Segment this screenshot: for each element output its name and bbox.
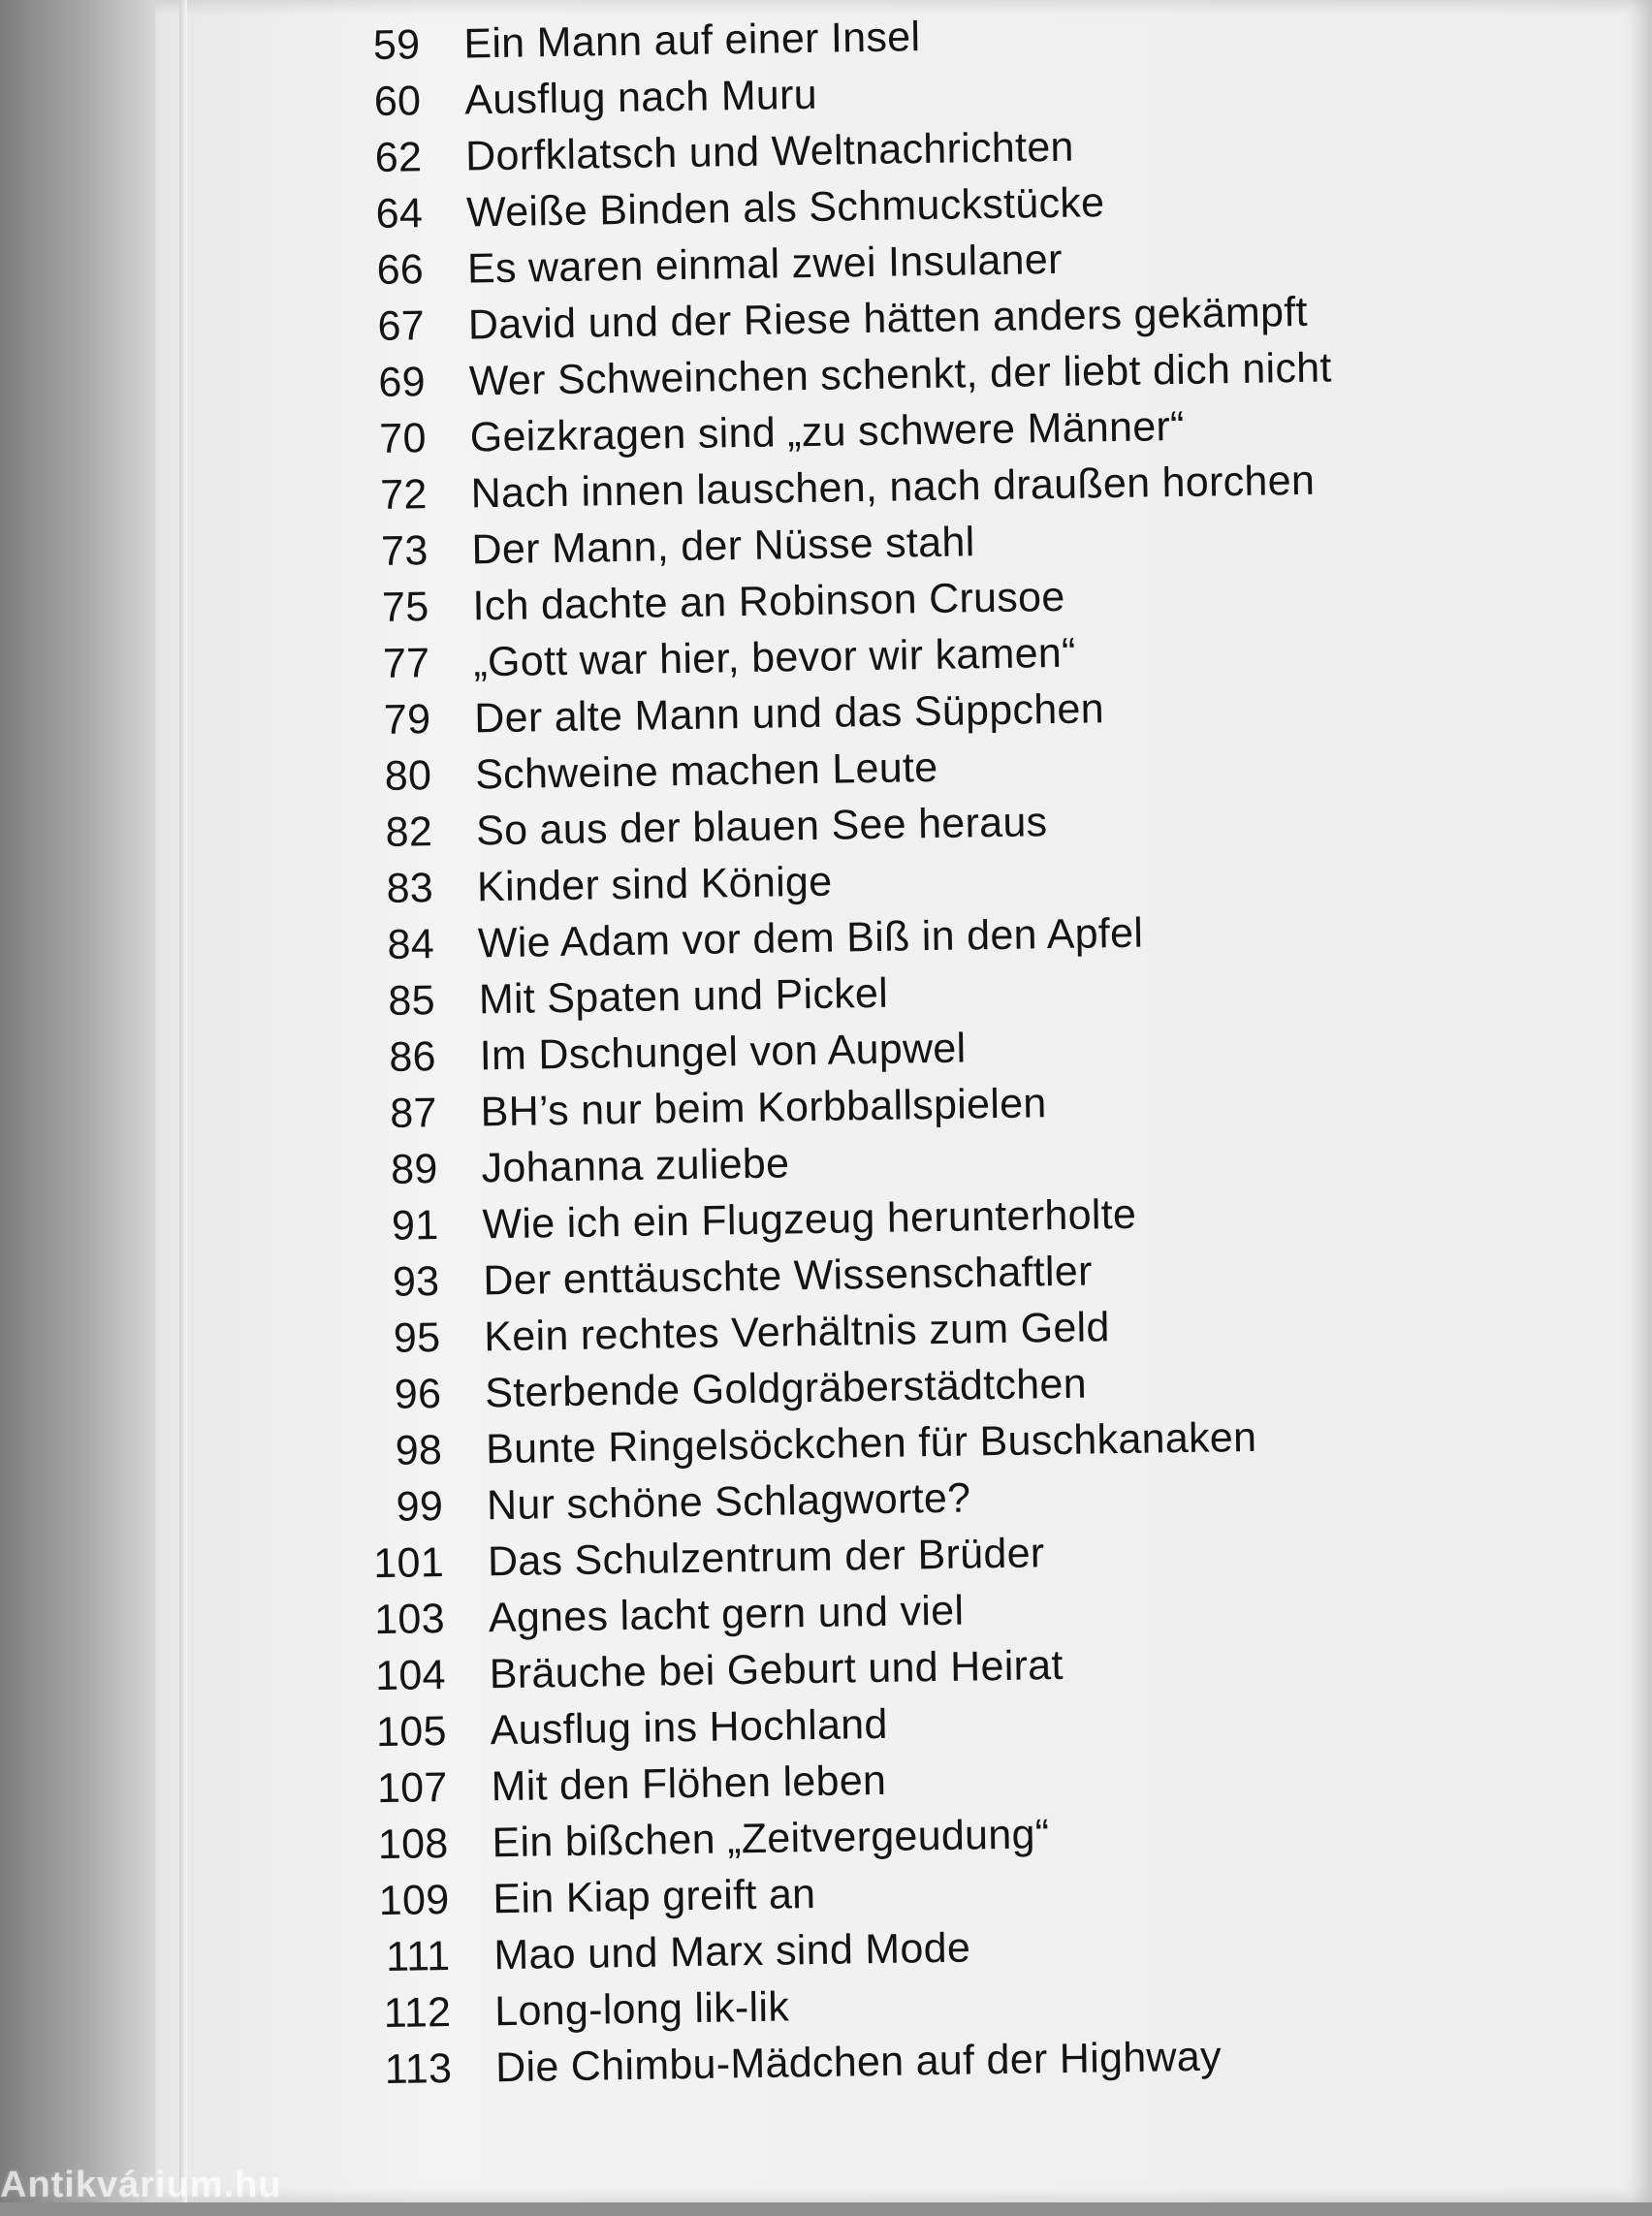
entry-title: Das Schulzentrum der Brüder — [487, 1530, 1045, 1586]
page-number: 86 — [388, 1033, 437, 1081]
page-number: 112 — [383, 1988, 452, 2038]
toc-entry — [320, 123, 1075, 187]
toc-entry — [323, 344, 1333, 412]
entry-title: Im Dschungel von Aupwel — [479, 1025, 967, 1080]
page-number: 111 — [385, 1932, 451, 1980]
entry-title: Es waren einmal zwei Insulaner — [466, 236, 1064, 293]
toc-entry — [338, 1304, 1111, 1368]
page-number: 99 — [396, 1483, 444, 1531]
page-number: 66 — [376, 246, 425, 294]
toc-entry — [328, 629, 1077, 693]
entry-title: Geizkragen sind „zu schwere Männer“ — [469, 402, 1186, 461]
entry-title: Mao und Marx sind Mode — [492, 1924, 971, 1979]
toc-entry — [350, 2033, 1223, 2099]
entry-title: Kein rechtes Verhältnis zum Geld — [483, 1304, 1111, 1361]
entry-title: Bunte Ringelsöckchen für Buschkanaken — [485, 1413, 1257, 1473]
page-number: 77 — [382, 640, 430, 687]
entry-title: Schweine machen Leute — [474, 744, 938, 799]
toc-entry — [334, 1080, 1047, 1143]
toc-entry — [326, 519, 975, 581]
toc-entry — [347, 1871, 816, 1930]
entry-title: BH’s nur beim Korbballspielen — [480, 1080, 1047, 1136]
page-number: 103 — [373, 1596, 446, 1644]
toc-entry — [321, 179, 1105, 243]
page-number: 93 — [392, 1258, 440, 1306]
page-number: 75 — [381, 584, 429, 631]
page-number: 101 — [372, 1539, 445, 1588]
page-number: 85 — [388, 977, 436, 1025]
page-number: 62 — [374, 134, 423, 181]
entry-title: Nach innen lauschen, nach draußen horchen — [470, 457, 1316, 518]
page-number: 69 — [378, 359, 427, 406]
toc-entry — [324, 402, 1186, 468]
entry-title: Bräuche bei Geburt und Heirat — [489, 1641, 1064, 1698]
toc-entry — [341, 1474, 971, 1536]
toc-entry — [331, 799, 1048, 862]
toc-entry — [339, 1360, 1088, 1424]
entry-title: Die Chimbu-Mädchen auf der Highway — [494, 2033, 1223, 2092]
entry-title: Mit Spaten und Pickel — [478, 969, 889, 1024]
page-number: 87 — [389, 1090, 438, 1137]
page-number: 73 — [380, 527, 429, 575]
toc-entry — [340, 1413, 1257, 1480]
page-number: 82 — [385, 808, 433, 856]
toc-entry — [336, 1190, 1137, 1255]
page-number: 105 — [375, 1707, 448, 1757]
entry-title: Mit den Flöhen leben — [491, 1757, 887, 1811]
entry-title: Der Mann, der Nüsse stahl — [471, 519, 975, 574]
page-number: 109 — [378, 1876, 450, 1925]
page-number: 95 — [393, 1314, 441, 1362]
page-number: 113 — [384, 2044, 453, 2094]
entry-title: Weiße Binden als Schmuckstücke — [465, 179, 1105, 237]
page-number: 107 — [376, 1763, 449, 1813]
toc-entry — [342, 1530, 1045, 1593]
entry-title: Der enttäuschte Wissenschaftler — [483, 1248, 1094, 1305]
page-number: 67 — [377, 302, 426, 350]
entry-title: Ausflug ins Hochland — [490, 1700, 889, 1755]
page-number: 89 — [390, 1146, 438, 1193]
toc-entry — [343, 1641, 1064, 1705]
page-number: 60 — [373, 78, 422, 125]
entry-title: Ausflug nach Muru — [463, 71, 818, 124]
page-number: 59 — [372, 21, 421, 69]
toc-entry — [325, 457, 1316, 524]
toc-entry — [342, 1587, 965, 1649]
toc-entry — [330, 744, 938, 806]
entry-title: Sterbende Goldgräberstädtchen — [484, 1360, 1088, 1417]
toc-entry — [349, 1983, 790, 2042]
page-number: 84 — [387, 921, 435, 968]
entry-title: Ein Kiap greift an — [492, 1871, 816, 1923]
entry-title: Ein Mann auf einer Insel — [463, 14, 921, 68]
entry-title: Dorfklatsch und Weltnachrichten — [464, 123, 1075, 180]
toc-entry — [345, 1757, 887, 1818]
entry-title: Wer Schweinchen schenkt, der liebt dich nicht — [468, 344, 1333, 405]
entry-title: Kinder sind Könige — [476, 858, 833, 911]
entry-title: Nur schöne Schlagworte? — [486, 1474, 971, 1530]
entry-title: Wie Adam vor dem Biß in den Apfel — [477, 909, 1144, 967]
toc-entry — [322, 236, 1064, 300]
watermark: Antikvárium.hu — [0, 2165, 282, 2205]
page-number: 70 — [378, 415, 428, 462]
page-number: 79 — [383, 696, 431, 744]
page-number: 80 — [384, 752, 432, 800]
entry-title: Wie ich ein Flugzeug herunterholte — [482, 1190, 1137, 1249]
page-number: 104 — [374, 1651, 447, 1700]
entry-title: David und der Riese hätten anders gekämpft — [467, 288, 1309, 349]
toc-entry — [332, 858, 833, 918]
toc-entry — [335, 1140, 790, 1199]
toc-entry — [333, 969, 889, 1030]
page-number: 91 — [391, 1202, 439, 1250]
entry-title: So aus der blauen See heraus — [475, 799, 1048, 855]
toc-entry — [323, 288, 1309, 356]
toc-entry — [333, 909, 1144, 974]
page-number: 108 — [377, 1820, 449, 1869]
toc-entry — [348, 1924, 971, 1986]
toc-entry — [318, 14, 921, 75]
page-number: 83 — [386, 865, 434, 912]
toc-entry — [346, 1811, 1050, 1874]
entry-title: Ich dachte an Robinson Crusoe — [472, 573, 1065, 630]
entry-title: „Gott war hier, bevor wir kamen“ — [473, 629, 1077, 686]
toc-entry — [344, 1700, 889, 1761]
toc-entry — [329, 685, 1105, 749]
entry-title: Agnes lacht gern und viel — [488, 1587, 965, 1642]
page-number: 72 — [379, 471, 429, 519]
page-number: 98 — [395, 1427, 443, 1474]
toc-entry — [337, 1248, 1094, 1312]
entry-title: Johanna zuliebe — [481, 1140, 790, 1192]
toc-entry — [319, 71, 818, 131]
toc-entry — [327, 573, 1065, 637]
page-number: 64 — [375, 190, 424, 237]
entry-title: Der alte Mann und das Süppchen — [473, 685, 1105, 743]
page-number: 96 — [394, 1371, 442, 1418]
entry-title: Long-long lik-lik — [493, 1983, 790, 2036]
entry-title: Ein bißchen „Zeitvergeudung“ — [492, 1811, 1050, 1867]
